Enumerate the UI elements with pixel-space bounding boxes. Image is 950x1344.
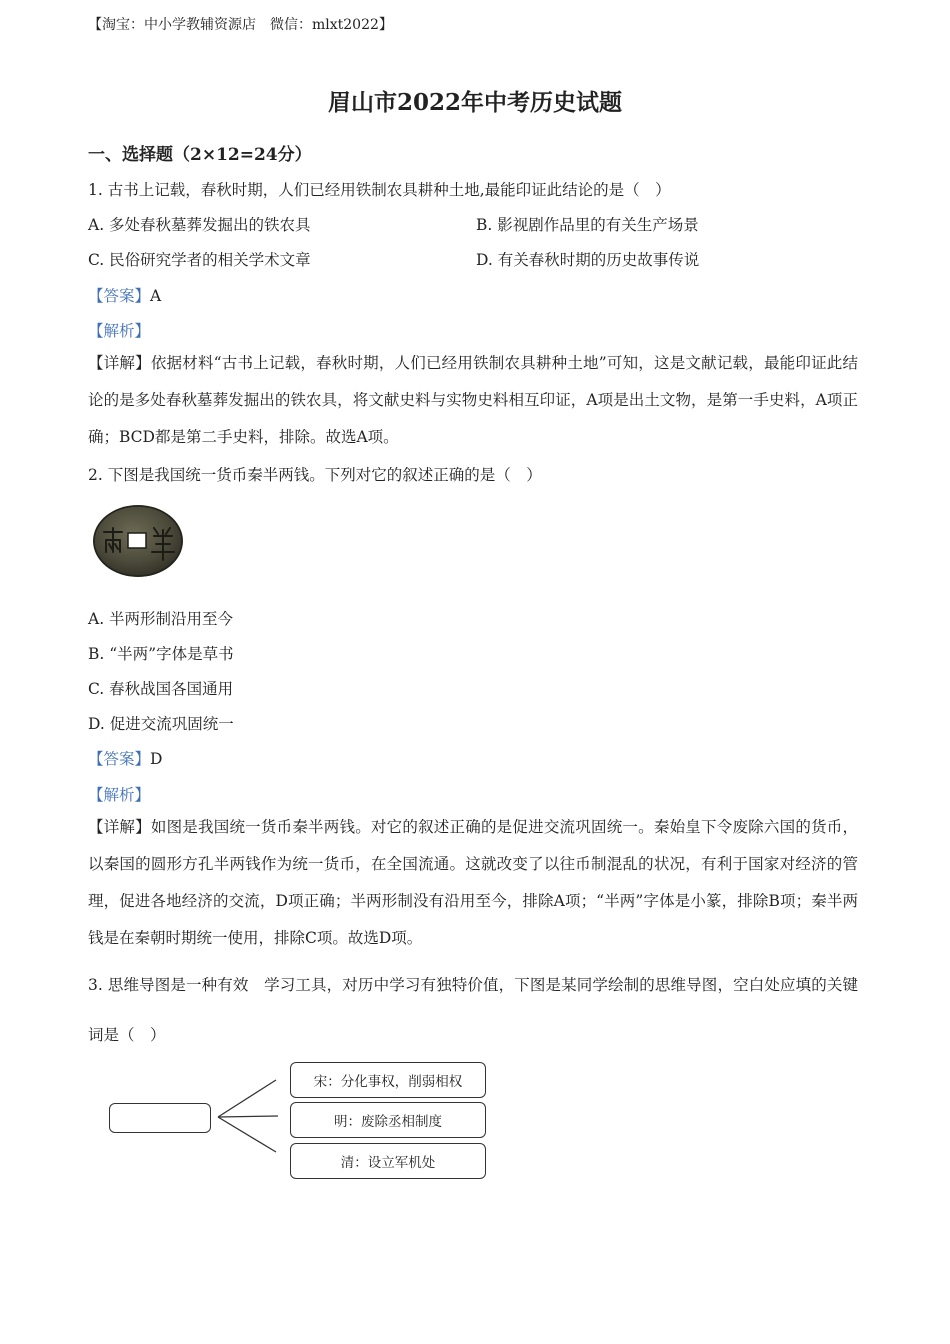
q1-option-c: C. 民俗研究学者的相关学术文章 <box>88 251 311 269</box>
detail-text: 如图是我国统一货币秦半两钱。对它的叙述正确的是促进交流巩固统一。秦始皇下令废除六国的货币，以秦国的圆形方孔半两钱作为统一货币，在全国流通。这就改变了以往币制混乱的状况，有利于国家对经济的管理，促进各地经济的交流，D项正确；半两形制没有沿用至今，排除A项；“半两”字体是小篆，排除B项；秦半两钱是在秦朝时期统一使用，排除C项。故选D项。 <box>88 818 858 947</box>
q1-analysis-label: 【解析】 <box>88 322 151 340</box>
mind-map-branch-ming: 明：废除丞相制度 <box>290 1102 486 1138</box>
mind-map-blank-box <box>109 1103 211 1133</box>
q1-option-d: D. 有关春秋时期的历史故事传说 <box>476 251 700 269</box>
q2-option-c: C. 春秋战国各国通用 <box>88 680 234 698</box>
q2-option-b: B. “半两”字体是草书 <box>88 645 234 663</box>
q2-analysis-label: 【解析】 <box>88 786 151 804</box>
q1-option-a: A. 多处春秋墓葬发掘出的铁农具 <box>88 216 311 234</box>
q2-option-d: D. 促进交流巩固统一 <box>88 715 234 733</box>
detail-text: 依据材料“古书上记载，春秋时期，人们已经用铁制农具耕种土地”可知，这是文献记载，最能印证此结论的是多处春秋墓葬发掘出的铁农具，将文献史料与实物史料相互印证，A项是出土文物，是第一手史料，A项正确；BCD都是第二手史料，排除。故选A项。 <box>88 354 858 446</box>
q1-answer <box>88 284 161 306</box>
q3-stem: 3. 思维导图是一种有效 学习工具，对历中学习有独特价值，下图是某同学绘制的思维导图，空白处应填的关键词是（ ） <box>88 976 858 1044</box>
q1-stem: 1. 古书上记载，春秋时期，人们已经用铁制农具耕种土地,最能印证此结论的是（ ） <box>88 181 671 199</box>
answer-label: 【答案】 <box>88 287 151 305</box>
q1-detail <box>88 345 858 456</box>
detail-label: 【详解】 <box>88 818 151 836</box>
section-heading: 一、选择题（2×12=24分） <box>88 145 312 165</box>
q1-option-b: B. 影视剧作品里的有关生产场景 <box>476 216 699 234</box>
answer-value: A <box>150 287 162 305</box>
header-note: 【淘宝：中小学教辅资源店 微信：mlxt2022】 <box>88 17 393 33</box>
q2-option-a: A. 半两形制沿用至今 <box>88 610 234 628</box>
detail-label: 【详解】 <box>88 354 151 372</box>
ban-liang-coin-image <box>92 504 184 578</box>
answer-label: 【答案】 <box>88 750 151 768</box>
answer-value: D <box>150 750 163 768</box>
mind-map <box>104 1058 494 1186</box>
q2-stem: 2. 下图是我国统一货币秦半两钱。下列对它的叙述正确的是（ ） <box>88 466 542 484</box>
q2-detail <box>88 809 858 957</box>
q2-answer <box>88 747 162 769</box>
page-title: 眉山市2022年中考历史试题 <box>327 89 622 116</box>
mind-map-branch-song: 宋：分化事权，削弱相权 <box>290 1062 486 1098</box>
mind-map-branch-qing: 清：设立军机处 <box>290 1143 486 1179</box>
